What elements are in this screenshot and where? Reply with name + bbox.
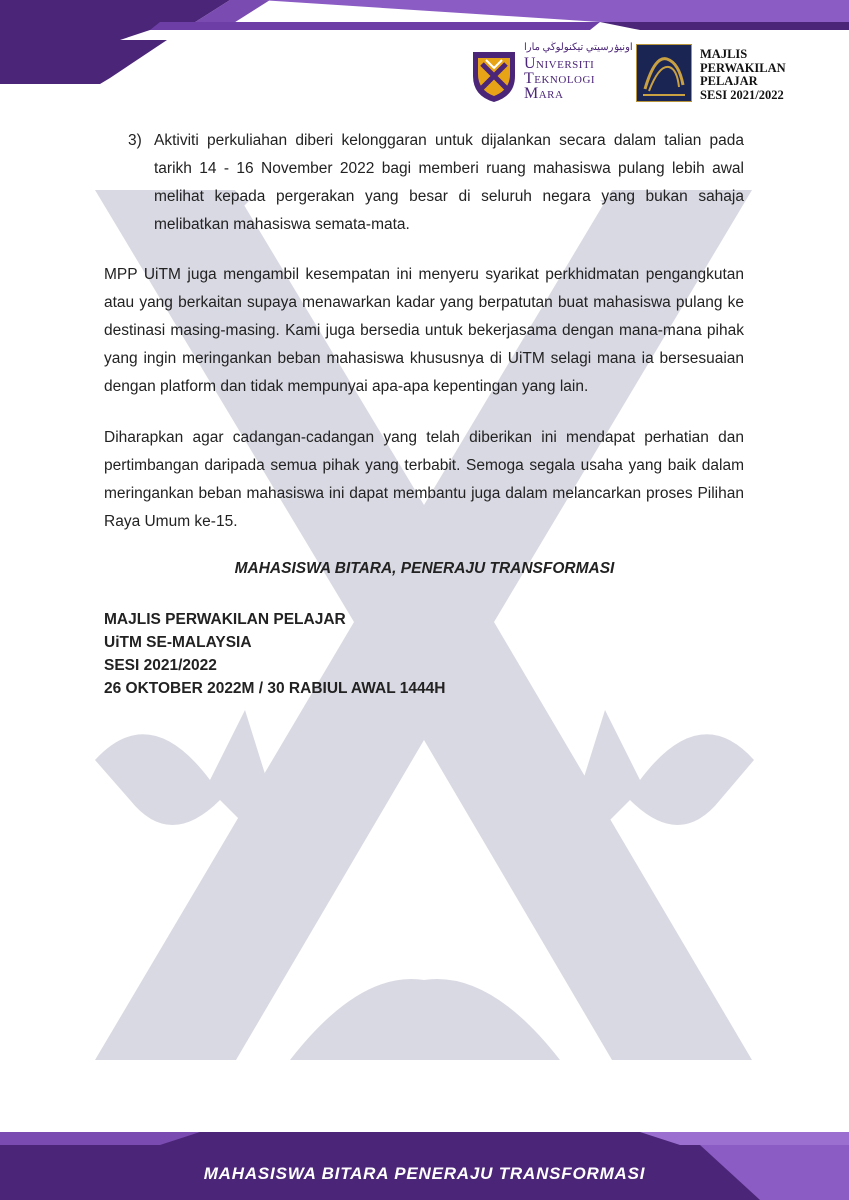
paragraph-2: Diharapkan agar cadangan-cadangan yang telah diberikan ini mendapat perhatian dan pertimbangan daripada semua pihak yang terbabit. Semoga segala usaha yang baik dalam meringankan beban mahasiswa ini dapat membantu juga dalam melancarkan proses Pilihan Raya Umum ke-15.	[104, 429, 744, 530]
mpp-line-2: PERWAKILAN	[700, 60, 786, 75]
motto: MAHASISWA BITARA, PENERAJU TRANSFORMASI	[234, 560, 615, 577]
signature-line-1: MAJLIS PERWAKILAN PELAJAR	[104, 611, 346, 628]
signature-block	[104, 608, 445, 700]
list-item-text: Aktiviti perkuliahan diberi kelonggaran untuk dijalankan secara dalam talian pada tarikh 14 - 16 November 2022 bagi memberi ruang mahasiswa pulang lebih awal melihat kepada pergerakan yang besar di seluruh negara yang bukan sahaja melibatkan mahasiswa semata-mata.	[154, 132, 744, 233]
mpp-title	[700, 48, 786, 102]
signature-line-2: UiTM SE-MALAYSIA	[104, 634, 252, 651]
uitm-wordmark	[524, 56, 595, 101]
uitm-line-3: Mara	[524, 85, 564, 102]
uitm-jawi-text: اونيۏرسيتي تيكنولوڬي مارا	[524, 42, 633, 53]
header-band-light	[260, 0, 849, 22]
paragraph-1: MPP UiTM juga mengambil kesempatan ini menyeru syarikat perkhidmatan pengangkutan atau yang berkaitan supaya menawarkan kadar yang berpatutan buat mahasiswa pulang ke destinasi masing-masing. Kami juga bersedia untuk bekerjasama dengan mana-mana pihak yang ingin meringankan beban mahasiswa khususnya di UiTM selagi mana ia bersesuaian dengan platform dan tidak mempunyai apa-apa kepentingan yang lain.	[104, 266, 744, 395]
mpp-line-4: SESI 2021/2022	[700, 87, 784, 102]
signature-date: 26 OKTOBER 2022M / 30 RABIUL AWAL 1444H	[104, 680, 446, 697]
uitm-line-1: Universiti	[524, 55, 595, 72]
list-item-number: 3)	[128, 132, 142, 149]
footer-slogan: MAHASISWA BITARA PENERAJU TRANSFORMASI	[203, 1164, 646, 1183]
header-band-dark-2	[0, 38, 170, 78]
mpp-line-1: MAJLIS	[700, 47, 748, 61]
mpp-logo	[636, 44, 692, 102]
header-band-stripe	[600, 22, 849, 30]
mpp-line-3: PELAJAR	[700, 74, 758, 88]
uitm-line-2: Teknologi	[524, 70, 596, 87]
signature-line-3: SESI 2021/2022	[104, 657, 217, 674]
